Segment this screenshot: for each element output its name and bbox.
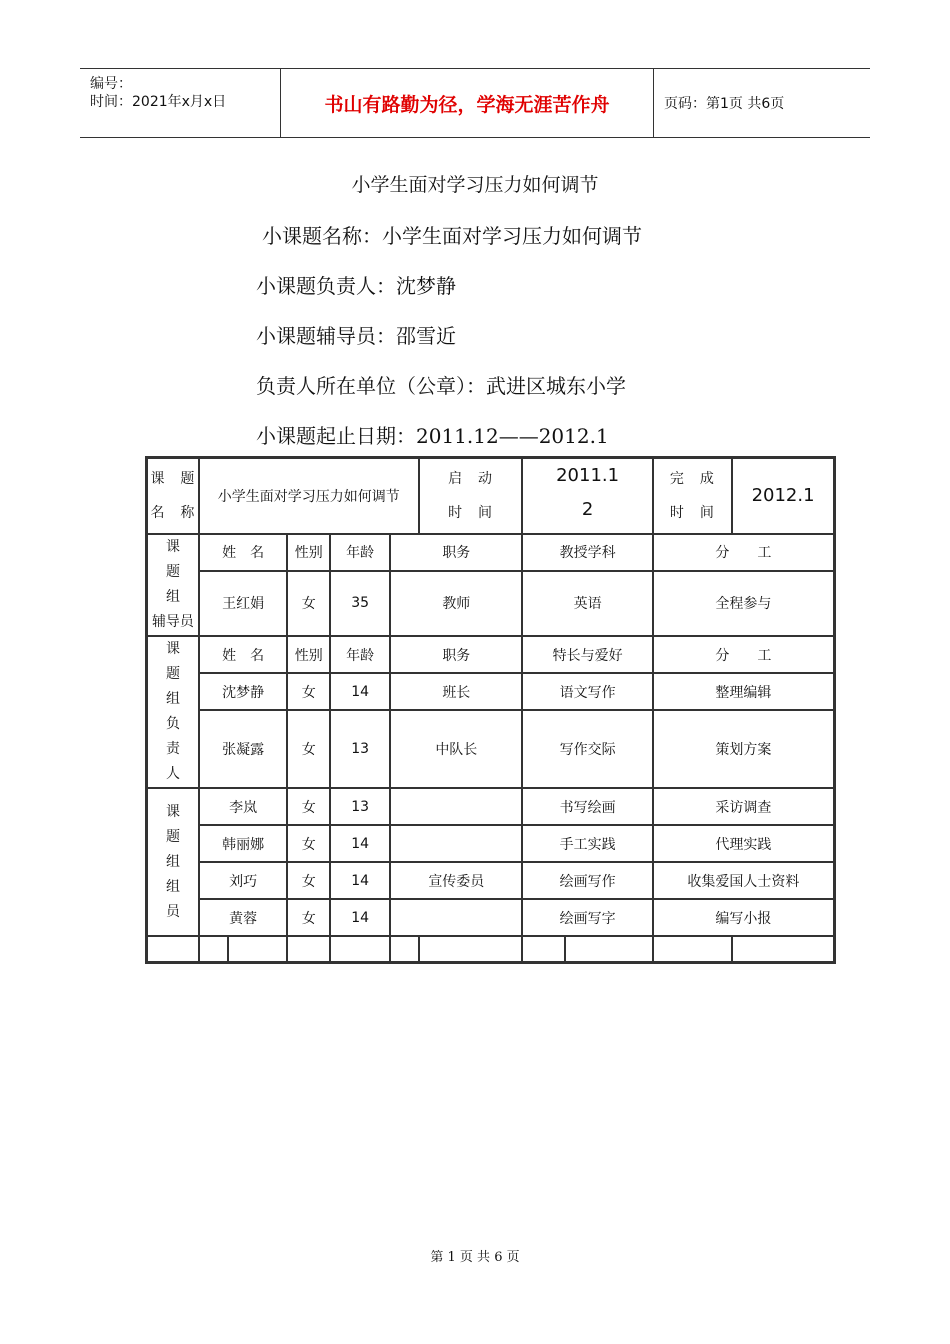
document-title: 小学生面对学习压力如何调节 bbox=[351, 174, 599, 196]
cell-gender: 女 bbox=[287, 710, 330, 788]
cell-post bbox=[390, 899, 522, 936]
period-line: 小课题起止日期：2011.12——2012.1 bbox=[256, 424, 609, 448]
col-header-duty: 分 工 bbox=[653, 534, 834, 571]
group-label-char: 负 bbox=[165, 716, 180, 732]
cell-duty: 收集爱国人士资料 bbox=[653, 862, 834, 899]
group-label-char: 题 bbox=[165, 828, 180, 845]
cell-hobby: 写作交际 bbox=[522, 710, 652, 788]
cell-name: 黄蓉 bbox=[199, 899, 288, 936]
cell-name: 王红娟 bbox=[199, 571, 288, 636]
topic-value-cell: 小学生面对学习压力如何调节 bbox=[199, 458, 419, 534]
col-header-post: 职务 bbox=[390, 636, 522, 673]
member-group-label bbox=[147, 788, 199, 936]
topic-label-top: 课 题 bbox=[150, 471, 196, 487]
cell-name: 韩丽娜 bbox=[199, 825, 288, 862]
group-label-char: 题 bbox=[165, 564, 180, 580]
page-footer: 第 1 页 共 6 页 bbox=[430, 1250, 520, 1265]
cell-duty: 采访调查 bbox=[653, 788, 834, 825]
cell-gender: 女 bbox=[287, 673, 330, 710]
empty-cell bbox=[390, 936, 419, 962]
cell-age: 13 bbox=[330, 788, 390, 825]
col-header-name: 姓 名 bbox=[199, 534, 288, 571]
leader-group-label bbox=[147, 636, 199, 788]
header-page-info: 页码：第1页 共6页 bbox=[664, 96, 785, 112]
group-label-char: 辅导员 bbox=[151, 614, 194, 630]
col-header-subject: 教授学科 bbox=[522, 534, 652, 571]
empty-cell bbox=[653, 936, 732, 962]
header-meta bbox=[80, 69, 281, 137]
table-row bbox=[147, 571, 834, 636]
cell-post bbox=[390, 825, 522, 862]
cell-duty: 策划方案 bbox=[653, 710, 834, 788]
col-header-age: 年龄 bbox=[330, 534, 390, 571]
cell-age: 14 bbox=[330, 673, 390, 710]
cell-hobby: 语文写作 bbox=[522, 673, 652, 710]
table-row bbox=[147, 458, 834, 534]
cell-hobby: 绘画写字 bbox=[522, 899, 652, 936]
group-label-char: 人 bbox=[165, 766, 180, 782]
cell-duty: 全程参与 bbox=[653, 571, 834, 636]
cell-duty: 代理实践 bbox=[653, 825, 834, 862]
cell-post: 中队长 bbox=[390, 710, 522, 788]
group-label-char: 员 bbox=[165, 903, 180, 920]
end-label-bottom: 时 间 bbox=[669, 505, 715, 521]
start-label-bottom: 时 间 bbox=[448, 505, 494, 521]
empty-cell bbox=[228, 936, 287, 962]
cell-hobby: 书写绘画 bbox=[522, 788, 652, 825]
group-label-char: 课 bbox=[165, 641, 180, 657]
end-value-cell: 2012.1 bbox=[732, 458, 834, 534]
empty-cell bbox=[732, 936, 834, 962]
cell-post: 宣传委员 bbox=[390, 862, 522, 899]
cell-gender: 女 bbox=[287, 899, 330, 936]
cell-post: 班长 bbox=[390, 673, 522, 710]
col-header-name: 姓 名 bbox=[199, 636, 288, 673]
cell-name: 李岚 bbox=[199, 788, 288, 825]
group-label-char: 组 bbox=[165, 691, 180, 707]
group-label-char: 题 bbox=[165, 666, 180, 682]
empty-cell bbox=[419, 936, 523, 962]
cell-gender: 女 bbox=[287, 788, 330, 825]
cell-age: 14 bbox=[330, 862, 390, 899]
group-label-char: 组 bbox=[165, 589, 180, 605]
cell-hobby: 手工实践 bbox=[522, 825, 652, 862]
topic-label-bottom: 名 称 bbox=[150, 505, 196, 521]
group-label-char: 课 bbox=[165, 539, 180, 555]
cell-name: 沈梦静 bbox=[199, 673, 288, 710]
empty-cell bbox=[522, 936, 565, 962]
empty-table-row bbox=[147, 936, 834, 962]
topic-name-line: 小课题名称：小学生面对学习压力如何调节 bbox=[262, 224, 642, 248]
page-header bbox=[80, 68, 870, 138]
start-value-line-2: 2 bbox=[581, 499, 594, 520]
cell-hobby: 绘画写作 bbox=[522, 862, 652, 899]
cell-gender: 女 bbox=[287, 571, 330, 636]
cell-subject: 英语 bbox=[522, 571, 652, 636]
empty-cell bbox=[147, 936, 199, 962]
end-label-cell bbox=[653, 458, 732, 534]
col-header-gender: 性别 bbox=[287, 534, 330, 571]
empty-cell bbox=[287, 936, 330, 962]
table-row bbox=[147, 899, 834, 936]
cell-gender: 女 bbox=[287, 825, 330, 862]
empty-cell bbox=[330, 936, 390, 962]
col-header-age: 年龄 bbox=[330, 636, 390, 673]
table-row bbox=[147, 673, 834, 710]
table-row bbox=[147, 636, 834, 673]
cell-age: 14 bbox=[330, 899, 390, 936]
start-value-line-1: 2011.1 bbox=[556, 465, 620, 486]
cell-gender: 女 bbox=[287, 862, 330, 899]
empty-cell bbox=[199, 936, 229, 962]
table-row bbox=[147, 534, 834, 571]
cell-duty: 整理编辑 bbox=[653, 673, 834, 710]
group-label-char: 课 bbox=[165, 803, 180, 820]
cell-post: 教师 bbox=[390, 571, 522, 636]
cell-age: 35 bbox=[330, 571, 390, 636]
advisor-line: 小课题辅导员：邵雪近 bbox=[256, 324, 456, 348]
end-label-top: 完 成 bbox=[669, 471, 715, 487]
col-header-duty: 分 工 bbox=[653, 636, 834, 673]
leader-line: 小课题负责人：沈梦静 bbox=[256, 274, 456, 298]
unit-line: 负责人所在单位（公章）：武进区城东小学 bbox=[256, 374, 626, 398]
col-header-gender: 性别 bbox=[287, 636, 330, 673]
advisor-group-label bbox=[147, 534, 199, 636]
start-value-cell bbox=[522, 458, 652, 534]
cell-duty: 编写小报 bbox=[653, 899, 834, 936]
table-row bbox=[147, 825, 834, 862]
cell-name: 张凝露 bbox=[199, 710, 288, 788]
header-motto: 书山有路勤为径，学海无涯苦作舟 bbox=[281, 69, 654, 137]
start-label-top: 启 动 bbox=[448, 471, 494, 487]
topic-group-table bbox=[145, 456, 836, 964]
group-label-char: 组 bbox=[165, 853, 180, 870]
table-row bbox=[147, 862, 834, 899]
header-date: 时间：2021年x月x日 bbox=[90, 94, 227, 110]
topic-label-cell bbox=[147, 458, 199, 534]
table-row bbox=[147, 710, 834, 788]
start-label-cell bbox=[419, 458, 523, 534]
cell-post bbox=[390, 788, 522, 825]
empty-cell bbox=[565, 936, 653, 962]
group-label-char: 组 bbox=[165, 878, 180, 895]
cell-age: 13 bbox=[330, 710, 390, 788]
table-row bbox=[147, 788, 834, 825]
col-header-hobby: 特长与爱好 bbox=[522, 636, 652, 673]
cell-age: 14 bbox=[330, 825, 390, 862]
group-label-char: 责 bbox=[165, 741, 180, 757]
col-header-post: 职务 bbox=[390, 534, 522, 571]
cell-name: 刘巧 bbox=[199, 862, 288, 899]
header-number-label: 编号： bbox=[90, 76, 132, 92]
